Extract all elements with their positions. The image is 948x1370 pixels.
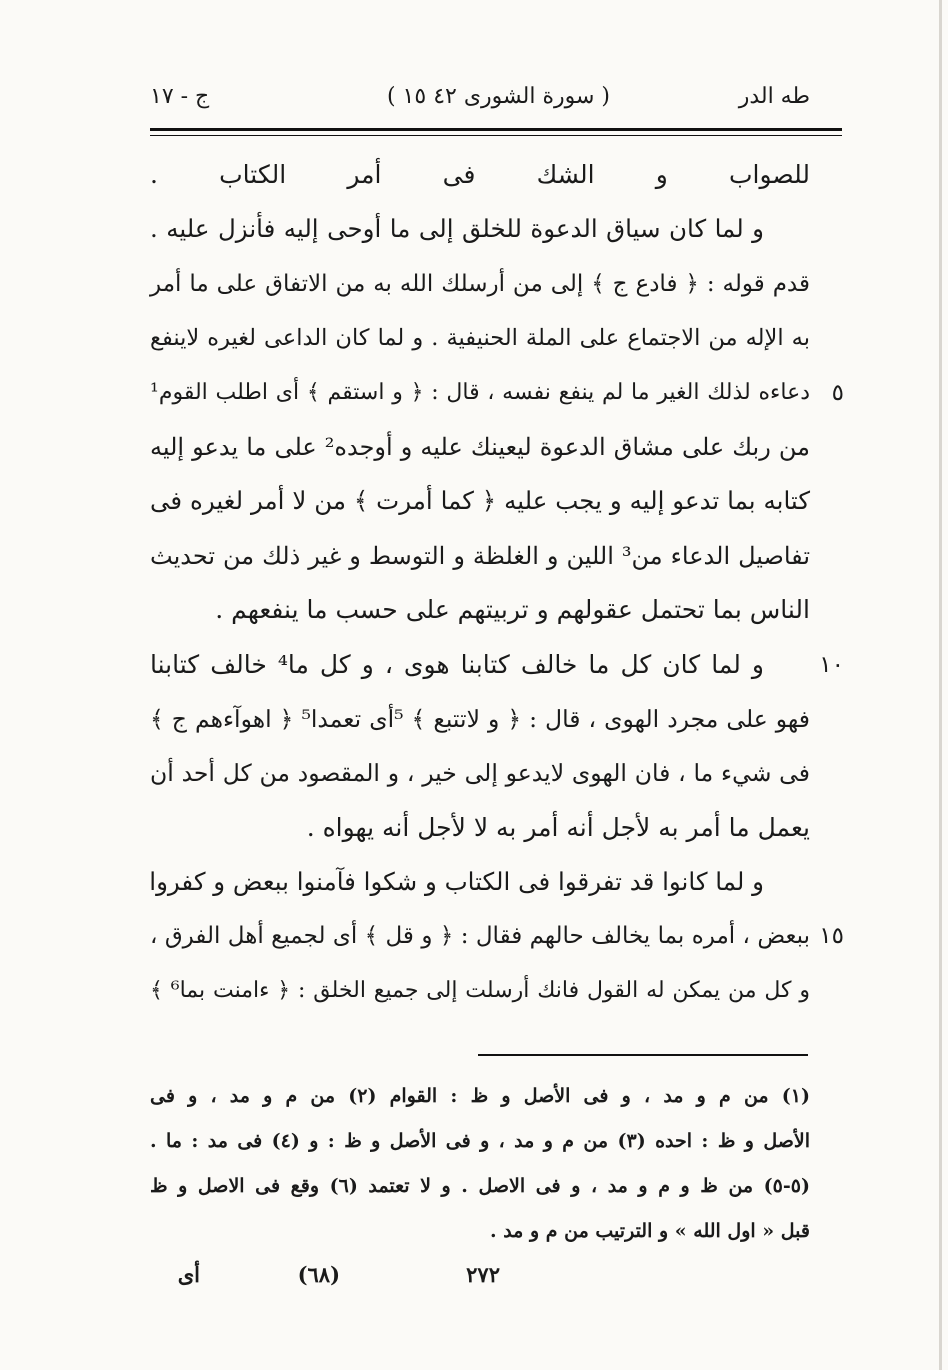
text-line: فهو على مجرد الهوى ، قال : ﴿ و لاتتبع ﴾ ⁵أى تعمدا⁵ ﴿ اهوآءهم ج ﴾ [150,704,810,733]
text-line-15 [150,909,844,963]
running-header [150,78,810,128]
main-text [149,148,844,1018]
text-line: الناس بما تحتمل عقولهم و تربيتهم على حسب ما ينفعهم . [215,595,810,625]
text-line: للصواب و الشك فى أمر الكتاب . [150,160,810,189]
text-line: يعمل ما أمر به لأجل أنه أمر به لا لأجل أنه يهواه . [306,812,810,842]
line-number: ١٥ [819,923,844,950]
text-line: من ربك على مشاق الدعوة ليعينك عليه و أوجده² على ما يدعو إليه [150,432,810,461]
footnote-rule [478,1054,808,1056]
header-rule-thick [150,128,842,131]
text-line-10 [150,638,844,692]
text-line: به الإله من الاجتماع على الملة الحنيفية . و لما كان الداعى لغيره لاينفع [150,325,810,352]
text-line: تفاصيل الدعاء من³ اللين و الغلظة و التوسط و غير ذلك من تحديث [150,541,811,570]
text-line: قدم قوله : ﴿ فادع ج ﴾ إلى من أرسلك الله به من الاتفاق على ما أمر [150,270,810,297]
line-number: ١٠ [819,651,844,678]
footnote-line: قبل « اول الله » و الترتيب من م و مد . [489,1220,810,1242]
header-title: طه الدر [738,84,810,109]
footnote-line: الأصل و ظ : احده (٣) من م و مد ، و فى الأصل و ظ : و (٤) فى مد : ما . [150,1130,810,1152]
text-line-content: ببعض ، أمره بما يخالف حالهم فقال : ﴿ و قل ﴾ أى لجميع أهل الفرق ، [150,923,810,950]
text-line-content: و لما كان كل ما خالف كتابنا هوى ، و كل ما⁴ خالف كتابنا [150,649,764,679]
text-line: و لما كانوا قد تفرقوا فى الكتاب و شكوا فآمنوا ببعض و كفروا [149,867,764,897]
catchword: أى [177,1262,200,1287]
header-surah: ( سورة الشورى ٤٢ ١٥ ) [386,84,610,109]
header-rule-thin [150,135,842,136]
page-number: ٢٧٢ [466,1262,500,1287]
text-line: و لما كان سياق الدعوة للخلق إلى ما أوحى إليه فأنزل عليه . [150,214,764,244]
header-volume: ج - ١٧ [150,84,210,109]
volume-mark: (٦٨) [297,1262,340,1287]
text-line: و كل من يمكن له القول فانك أرسلت إلى جميع الخلق : ﴿ ءامنت بما⁶ ﴾ [150,977,810,1003]
line-number: ٥ [831,379,844,406]
text-line-5 [150,366,844,420]
page-footer [150,1262,810,1298]
text-line: فى شيء ما ، فان الهوى لايدعو إلى خير ، و المقصود من كل أحد أن [150,759,810,788]
footnotes [150,1074,810,1254]
text-line: كتابه بما تدعو إليه و يجب عليه ﴿ كما أمرت ﴾ من لا أمر لغيره فى [150,486,810,516]
scan-edge [939,0,942,1370]
footnote-line: (١) من م و مد ، و فى الأصل و ظ : القوام (٢) من م و مد ، و فى [150,1085,810,1107]
text-line-content: دعاءه لذلك الغير ما لم ينفع نفسه ، قال : ﴿ و استقم ﴾ أى اطلب القوم¹ [150,379,810,405]
footnote-line: (٥-٥) من ظ و م و مد ، و فى الاصل . و لا تعتمد (٦) وقع فى الاصل و ظ [150,1175,810,1197]
